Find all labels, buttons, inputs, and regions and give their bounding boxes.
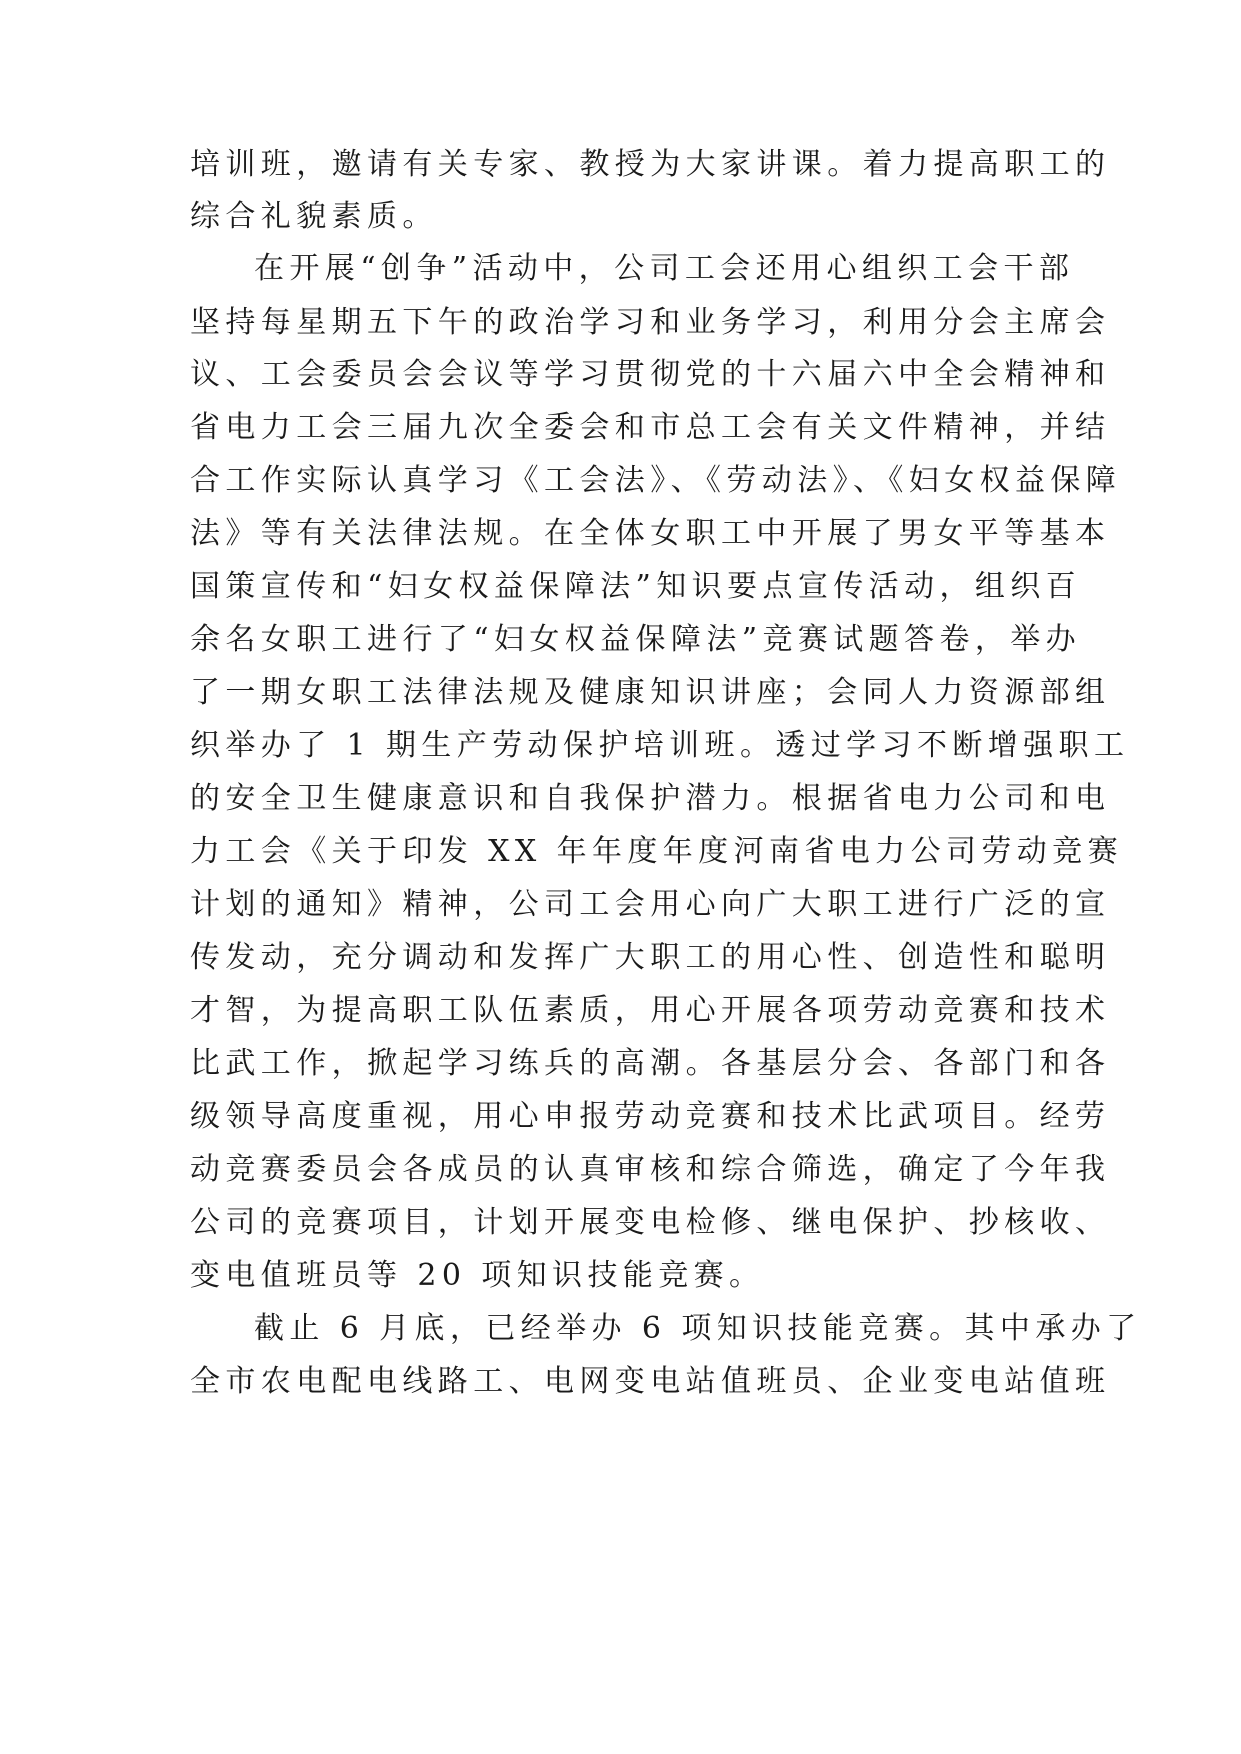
- text-line-23: 截止 6 月底，已经举办 6 项知识技能竞赛。其中承办了: [254, 1311, 1142, 1346]
- text-line-19: 级领导高度重视，用心申报劳动竞赛和技术比武项目。经劳: [190, 1099, 1111, 1134]
- text-line-5: 议、工会委员会会议等学习贯彻党的十六届六中全会精神和: [190, 357, 1111, 392]
- text-line-18: 比武工作，掀起学习练兵的高潮。各基层分会、各部门和各: [190, 1046, 1111, 1081]
- text-line-6: 省电力工会三届九次全委会和市总工会有关文件精神，并结: [190, 410, 1111, 445]
- text-line-10: 余名女职工进行了“妇女权益保障法”竞赛试题答卷，举办: [190, 622, 1082, 657]
- text-line-11: 了一期女职工法律法规及健康知识讲座；会同人力资源部组: [190, 675, 1111, 710]
- text-line-17: 才智，为提高职工队伍素质，用心开展各项劳动竞赛和技术: [190, 993, 1111, 1028]
- text-line-16: 传发动，充分调动和发挥广大职工的用心性、创造性和聪明: [190, 940, 1111, 975]
- text-line-24: 全市农电配电线路工、电网变电站值班员、企业变电站值班: [190, 1364, 1111, 1399]
- text-line-12: 织举办了 1 期生产劳动保护培训班。透过学习不断增强职工: [190, 728, 1130, 763]
- text-line-20: 动竞赛委员会各成员的认真审核和综合筛选，确定了今年我: [190, 1152, 1111, 1187]
- text-line-4: 坚持每星期五下午的政治学习和业务学习，利用分会主席会: [190, 305, 1111, 340]
- text-line-7: 合工作实际认真学习《工会法》、《劳动法》、《妇女权益保障: [190, 463, 1122, 498]
- text-line-13: 的安全卫生健康意识和自我保护潜力。根据省电力公司和电: [190, 781, 1111, 816]
- text-line-15: 计划的通知》精神，公司工会用心向广大职工进行广泛的宣: [190, 887, 1111, 922]
- text-line-22: 变电值班员等 20 项知识技能竞赛。: [190, 1258, 765, 1293]
- text-line-3: 在开展“创争”活动中，公司工会还用心组织工会干部: [254, 251, 1075, 286]
- text-line-9: 国策宣传和“妇女权益保障法”知识要点宣传活动，组织百: [190, 569, 1082, 604]
- text-line-2: 综合礼貌素质。: [190, 199, 438, 234]
- text-line-14: 力工会《关于印发 XX 年年度年度河南省电力公司劳动竞赛: [190, 834, 1123, 869]
- text-line-8: 法》等有关法律法规。在全体女职工中开展了男女平等基本: [190, 516, 1111, 551]
- text-line-21: 公司的竞赛项目，计划开展变电检修、继电保护、抄核收、: [190, 1205, 1111, 1240]
- text-line-1: 培训班，邀请有关专家、教授为大家讲课。着力提高职工的: [190, 147, 1111, 182]
